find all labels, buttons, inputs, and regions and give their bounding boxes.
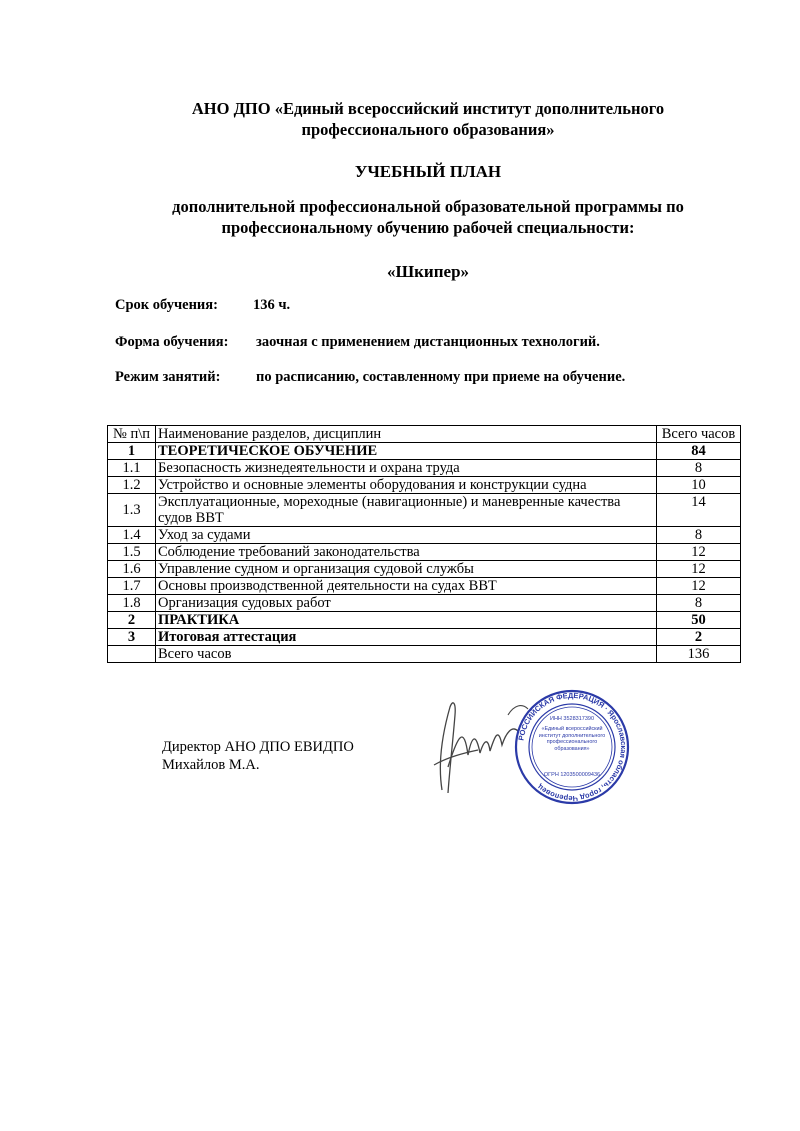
row-number: 1.4 (108, 527, 156, 544)
row-hours: 8 (657, 527, 741, 544)
row-number: 1.3 (108, 494, 156, 527)
organization-title (0, 98, 800, 140)
row-name: Устройство и основные элементы оборудования и конструкции судна (156, 477, 657, 494)
stamp-inner-text: «Единый всероссийский институт дополнительного профессионального образования» (538, 726, 606, 752)
stamp-outer-text: РОССИЙСКАЯ ФЕДЕРАЦИЯ · Ярославская область, город Череповец (516, 690, 629, 804)
curriculum-table (107, 425, 741, 663)
signer-position: Директор АНО ДПО ЕВИДПО (162, 739, 354, 755)
row-name: Уход за судами (156, 527, 657, 544)
duration-value: 136 ч. (253, 297, 291, 313)
row-name: ПРАКТИКА (156, 612, 657, 629)
row-name: Итоговая аттестация (156, 629, 657, 646)
duration-label: Срок обучения: (115, 297, 218, 313)
org-line-2: профессионального образования» (301, 120, 555, 139)
form-value: заочная с применением дистанционных технологий. (256, 334, 600, 350)
row-number: 1.7 (108, 578, 156, 595)
row-hours: 14 (657, 494, 741, 527)
header-number: № п\п (108, 426, 156, 443)
row-hours: 12 (657, 561, 741, 578)
table-row (108, 629, 741, 646)
schedule-row (115, 369, 625, 386)
total-label: Всего часов (156, 646, 657, 663)
row-name: Безопасность жизнедеятельности и охрана труда (156, 460, 657, 477)
schedule-label: Режим занятий: (115, 369, 221, 385)
row-hours: 84 (657, 443, 741, 460)
table-row (108, 544, 741, 561)
row-name: Организация судовых работ (156, 595, 657, 612)
program-name: «Шкипер» (386, 262, 470, 281)
schedule-value: по расписанию, составленному при приеме на обучение. (256, 369, 626, 385)
table-row (108, 443, 741, 460)
row-number: 1.6 (108, 561, 156, 578)
duration-row (115, 297, 290, 314)
header-hours: Всего часов (657, 426, 741, 443)
row-hours: 2 (657, 629, 741, 646)
table-row (108, 578, 741, 595)
row-number: 1.2 (108, 477, 156, 494)
row-hours: 8 (657, 460, 741, 477)
org-line-1: АНО ДПО «Единый всероссийский институт дополнительного (191, 99, 665, 118)
table-row (108, 460, 741, 477)
table-row (108, 527, 741, 544)
table-header-row (108, 426, 741, 443)
row-name: ТЕОРЕТИЧЕСКОЕ ОБУЧЕНИЕ (156, 443, 657, 460)
table-row (108, 561, 741, 578)
row-hours: 12 (657, 578, 741, 595)
table-row (108, 477, 741, 494)
row-hours: 10 (657, 477, 741, 494)
total-hours: 136 (657, 646, 741, 663)
table-total-row (108, 646, 741, 663)
row-hours: 12 (657, 544, 741, 561)
table-row (108, 595, 741, 612)
row-number: 1.8 (108, 595, 156, 612)
stamp-ogrn: ОГРН 1203500009436 (543, 772, 601, 778)
row-hours: 50 (657, 612, 741, 629)
row-name: Эксплуатационные, мореходные (навигационные) и маневренные качества судов ВВТ (156, 494, 657, 527)
row-number: 1.1 (108, 460, 156, 477)
subtitle-line-1: дополнительной профессиональной образовательной программы по (172, 197, 684, 216)
row-name: Управление судном и организация судовой службы (156, 561, 657, 578)
row-number: 2 (108, 612, 156, 629)
plan-title: УЧЕБНЫЙ ПЛАН (354, 162, 502, 181)
program-description (0, 196, 800, 238)
total-number-cell (108, 646, 156, 663)
subtitle-line-2: профессиональному обучению рабочей специальности: (221, 218, 635, 237)
row-number: 1.5 (108, 544, 156, 561)
form-row (115, 334, 600, 351)
organization-stamp (513, 688, 631, 806)
signer-name: Михайлов М.А. (162, 757, 260, 773)
row-number: 3 (108, 629, 156, 646)
stamp-inn: ИНН 3528317390 (549, 716, 595, 722)
header-name: Наименование разделов, дисциплин (156, 426, 657, 443)
signer-block (162, 738, 354, 774)
row-name: Основы производственной деятельности на судах ВВТ (156, 578, 657, 595)
form-label: Форма обучения: (115, 334, 229, 350)
table-row (108, 494, 741, 527)
row-name: Соблюдение требований законодательства (156, 544, 657, 561)
table-row (108, 612, 741, 629)
row-number: 1 (108, 443, 156, 460)
row-hours: 8 (657, 595, 741, 612)
